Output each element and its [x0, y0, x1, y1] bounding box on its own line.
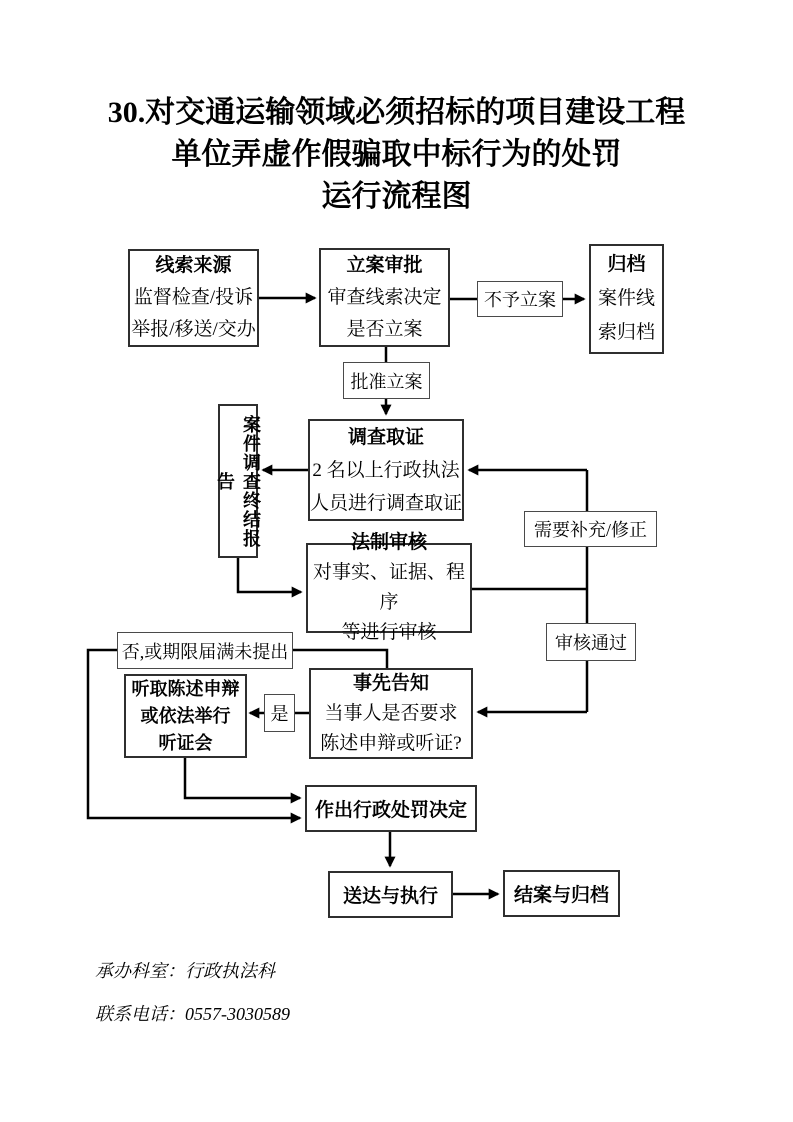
- node-title: 立案审批: [346, 254, 423, 276]
- label-text: 不予立案: [484, 290, 556, 310]
- label-text: 审核通过: [555, 633, 627, 653]
- node-case-report: [215, 404, 261, 558]
- title-line-1: 30.对交通运输领域必须招标的项目建设工程: [107, 96, 686, 129]
- node-vertical-text: 案件调查终结报告: [215, 414, 261, 548]
- node-prior-notice: [309, 668, 473, 759]
- node-title: 送达与执行: [342, 886, 438, 907]
- edge-label-no-case: [477, 281, 563, 317]
- label-text: 批准立案: [350, 371, 423, 392]
- node-title: 调查取证: [347, 426, 424, 448]
- node-line: 当事人是否要求: [324, 702, 458, 724]
- node-line: 听证会: [158, 732, 213, 753]
- node-line: 对事实、证据、程序: [312, 562, 465, 613]
- node-clue-source: [128, 249, 259, 347]
- edge-label-yes-branch: [264, 694, 295, 732]
- edge-label-review-passed: [546, 623, 636, 661]
- label-text: 是: [270, 704, 289, 724]
- footer-phone: 联系电话：0557-3030589: [95, 1004, 290, 1024]
- node-line: 举报/移送/交办: [131, 319, 256, 340]
- node-line: 监督检查/投诉: [133, 287, 254, 308]
- node-legal-review: [306, 532, 472, 643]
- footer-department: 承办科室：行政执法科: [95, 961, 275, 981]
- edge-notice-to-nobranch: [293, 650, 387, 668]
- node-line: 等进行审核: [341, 622, 437, 643]
- node-title: 结案与归档: [513, 885, 609, 906]
- edge-label-need-supplement: [524, 511, 657, 547]
- node-hearing: [124, 674, 247, 758]
- node-line: 审查线索决定: [327, 286, 442, 308]
- node-line: 2 名以上行政执法: [312, 459, 460, 481]
- node-title: 事先告知: [352, 672, 429, 694]
- edge-hearing-to-decision: [185, 758, 300, 798]
- node-title: 归档: [607, 254, 646, 275]
- node-case-approval: [319, 248, 450, 347]
- node-line: 是否立案: [346, 318, 423, 340]
- label-text: 否,或期限届满未提出: [121, 641, 289, 662]
- node-decision: [305, 785, 477, 832]
- node-line: 人员进行调查取证: [310, 492, 463, 514]
- title-line-2: 单位弄虚作假骗取中标行为的处罚: [171, 138, 622, 171]
- node-line: 案件线: [597, 288, 655, 309]
- title-line-3: 运行流程图: [321, 180, 472, 213]
- node-line: 或依法举行: [140, 705, 231, 726]
- node-line: 听取陈述申辩: [131, 678, 240, 699]
- page-title: [0, 92, 793, 218]
- label-text: 需要补充/修正: [533, 520, 647, 540]
- node-title: 作出行政处罚决定: [314, 800, 467, 821]
- node-delivery: [328, 871, 453, 918]
- node-archive: [589, 244, 664, 354]
- node-line: 陈述申辩或听证?: [320, 732, 462, 754]
- document-footer: [95, 950, 290, 1036]
- node-investigation: [308, 419, 464, 521]
- node-line: 索归档: [597, 322, 655, 343]
- edge-report-to-legal: [238, 558, 301, 592]
- node-title: 法制审核: [350, 532, 427, 553]
- edge-label-approve-case: [343, 362, 430, 399]
- node-title: 线索来源: [155, 255, 232, 276]
- node-closing: [503, 870, 620, 917]
- edge-label-no-branch: [117, 632, 293, 669]
